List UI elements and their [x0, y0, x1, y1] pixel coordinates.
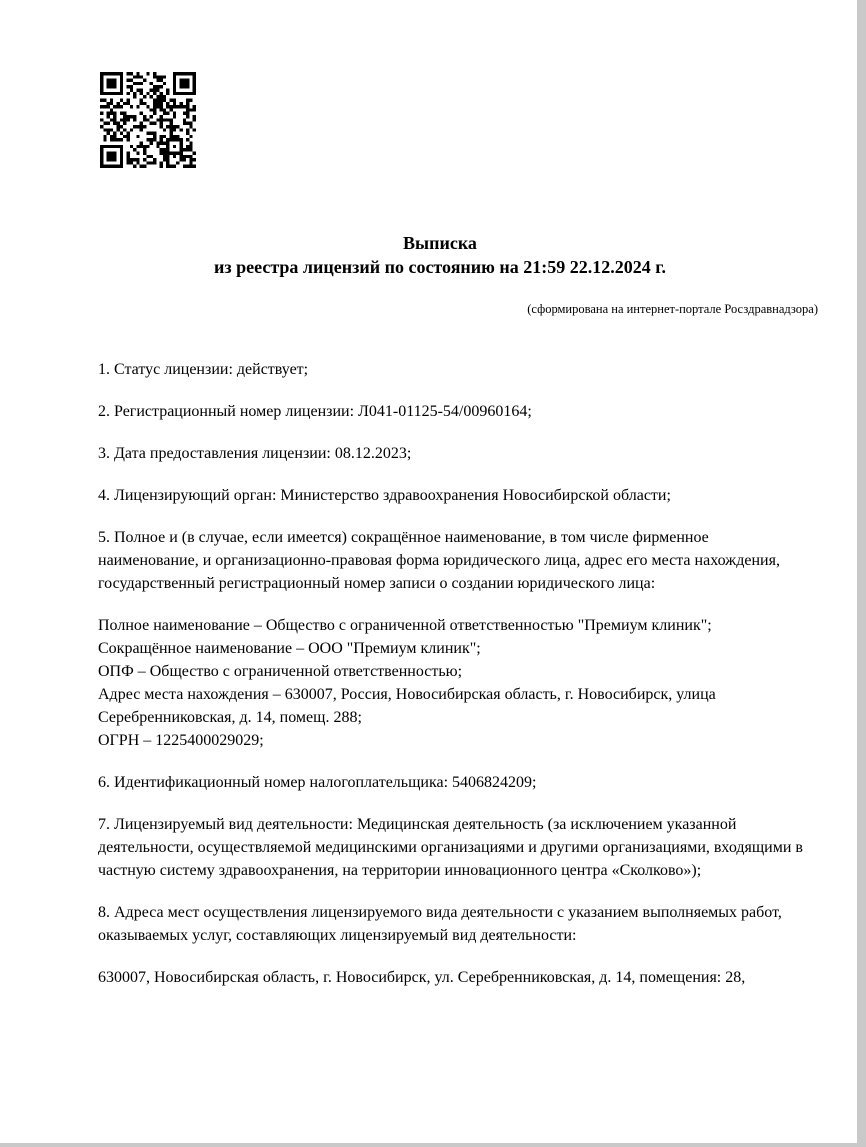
paragraph-line: Полное наименование – Общество с ограниченной ответственностью "Премиум клиник";: [98, 617, 712, 634]
document-title: [98, 231, 782, 279]
document-paragraph: [98, 771, 813, 794]
paragraph-line: 3. Дата предоставления лицензии: 08.12.2023;: [98, 445, 412, 462]
paragraph-line: 2. Регистрационный номер лицензии: Л041-01125-54/00960164;: [98, 403, 532, 420]
document-paragraph: [98, 484, 813, 507]
document-subtitle: (сформирована на интернет-портале Росздравнадзора): [527, 302, 818, 316]
title-line-1: Выписка: [403, 233, 477, 253]
document-paragraph: [98, 400, 813, 423]
document-paragraph: [98, 526, 813, 595]
qr-code-icon: [100, 72, 196, 168]
paragraph-line: 7. Лицензируемый вид деятельности: Медицинская деятельность (за исключением указанной деятельности, осуществляемой медицинскими организациями и другими организациями, входящими в частную систему здравоохранения, на территории инновационного центра «Сколково»);: [98, 816, 803, 879]
document-paragraph: [98, 901, 813, 947]
document-body: [98, 358, 813, 1008]
paragraph-line: ОПФ – Общество с ограниченной ответственностью;: [98, 663, 463, 680]
paragraph-line: 630007, Новосибирская область, г. Новосибирск, ул. Серебренниковская, д. 14, помещения: 28,: [98, 969, 746, 986]
paragraph-line: Адрес места нахождения – 630007, Россия, Новосибирская область, г. Новосибирск, улица Серебренниковская, д. 14, помещ. 288;: [98, 686, 716, 726]
paragraph-line: Сокращённое наименование – ООО "Премиум клиник";: [98, 640, 481, 657]
paragraph-line: 5. Полное и (в случае, если имеется) сокращённое наименование, в том числе фирменное наименование, и организационно-правовая форма юридического лица, адрес его места нахождения, государственный регистрационный номер записи о создании юридического лица:: [98, 529, 780, 592]
paragraph-line: 4. Лицензирующий орган: Министерство здравоохранения Новосибирской области;: [98, 487, 671, 504]
paragraph-line: ОГРН – 1225400029029;: [98, 732, 264, 749]
paragraph-line: 1. Статус лицензии: действует;: [98, 361, 309, 378]
document-paragraph: [98, 358, 813, 381]
page-edge-right: [857, 0, 866, 1147]
document-paragraph: [98, 813, 813, 882]
document-paragraph: [98, 614, 813, 752]
paragraph-line: 8. Адреса мест осуществления лицензируемого вида деятельности с указанием выполняемых работ, оказываемых услуг, составляющих лицензируемый вид деятельности:: [98, 904, 782, 944]
paragraph-line: 6. Идентификационный номер налогоплательщика: 5406824209;: [98, 774, 537, 791]
title-line-2: из реестра лицензий по состоянию на 21:59 22.12.2024 г.: [214, 257, 666, 277]
page-edge-bottom: [0, 1143, 866, 1147]
document-paragraph: [98, 966, 813, 989]
document-paragraph: [98, 442, 813, 465]
